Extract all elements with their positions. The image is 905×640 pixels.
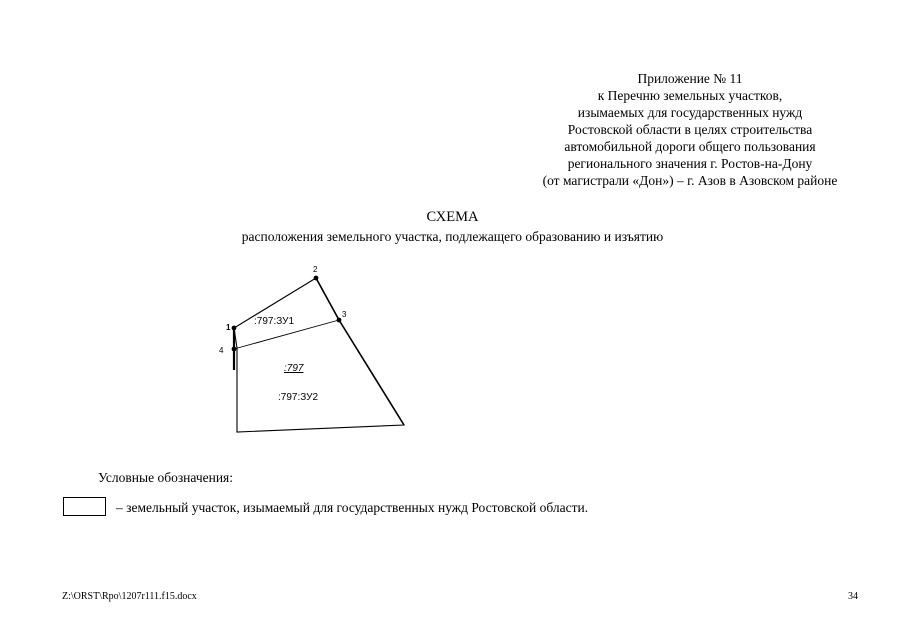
vertex-marker [232,326,237,331]
appendix-line: автомобильной дороги общего пользования [564,139,816,154]
parcel-boundary [234,278,404,432]
vertex-label: 3 [342,310,347,319]
vertex-label: 1 [226,323,231,332]
vertex-marker [337,318,342,323]
legend-item-text: – земельный участок, изымаемый для государственных нужд Ростовской области. [116,500,589,515]
parcel-label-zu2: :797:ЗУ2 [278,392,319,403]
vertex-marker [232,347,237,352]
schema-title: СХЕМА [426,209,479,225]
parcel-edge-bold [339,320,404,425]
appendix-line: Приложение № 11 [637,71,743,86]
footer-file-path: Z:\ORST\Rpo\1207r111.f15.docx [62,591,197,602]
legend-symbol [63,497,106,516]
vertex-label: 2 [313,265,318,274]
schema-subtitle: расположения земельного участка, подлежащего образованию и изъятию [241,229,664,244]
legend-title: Условные обозначения: [98,470,234,485]
parcel-label-base: :797 [284,363,304,374]
parcel-edge-bold [316,278,339,320]
appendix-line: (от магистрали «Дон») – г. Азов в Азовском районе [542,173,838,188]
page-number: 34 [848,591,858,602]
appendix-line: к Перечню земельных участков, [597,88,783,103]
appendix-line: изымаемых для государственных нужд [577,105,803,120]
appendix-line: регионального значения г. Ростов-на-Дону [567,156,813,171]
appendix-line: Ростовской области в целях строительства [567,122,813,137]
vertex-marker [314,276,319,281]
vertex-label: 4 [219,346,224,355]
parcel-label-zu1: :797:ЗУ1 [254,316,295,327]
